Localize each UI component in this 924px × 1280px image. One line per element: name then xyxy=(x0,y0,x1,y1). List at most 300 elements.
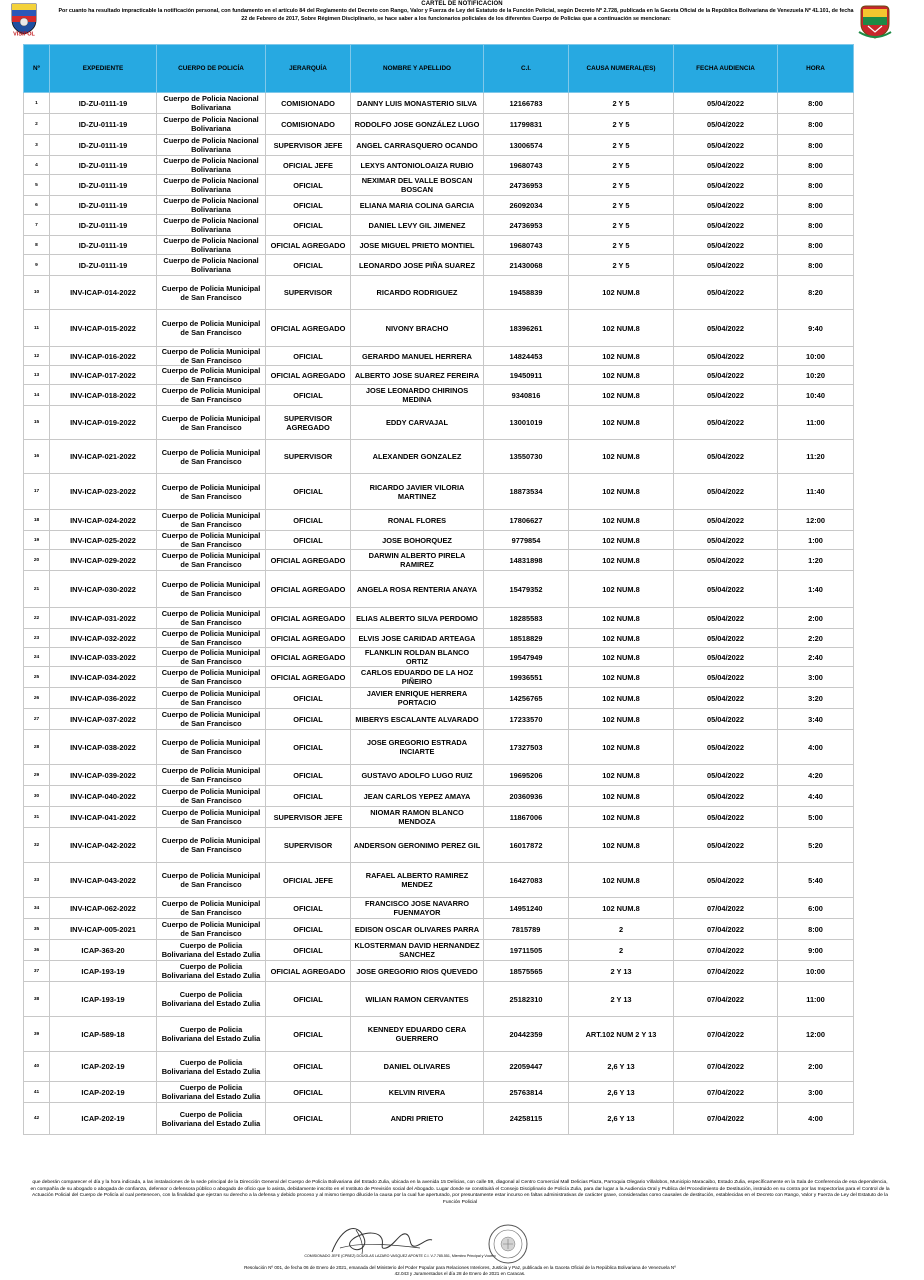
cell-rank: OFICIAL xyxy=(266,1082,351,1103)
cell-cause: 2 Y 13 xyxy=(569,982,674,1017)
cell-hearing-time: 8:00 xyxy=(778,196,854,215)
cell-file-number: INV-ICAP-033-2022 xyxy=(50,648,157,667)
cell-cause: 2 Y 5 xyxy=(569,196,674,215)
cell-hearing-time: 5:00 xyxy=(778,807,854,828)
cell-id-number: 17233570 xyxy=(484,709,569,730)
cell-full-name: LEXYS ANTONIOLOAIZA RUBIO xyxy=(351,156,484,175)
cell-hearing-time: 8:00 xyxy=(778,156,854,175)
cell-hearing-date: 05/04/2022 xyxy=(674,347,778,366)
table-row xyxy=(24,347,854,366)
table-row xyxy=(24,1017,854,1052)
cell-file-number: ICAP-202-19 xyxy=(50,1103,157,1135)
cell-row-number: 35 xyxy=(24,919,50,940)
cell-row-number: 39 xyxy=(24,1017,50,1052)
cell-full-name: NIVONY BRACHO xyxy=(351,310,484,347)
cell-id-number: 17806627 xyxy=(484,510,569,531)
cell-file-number: INV-ICAP-023-2022 xyxy=(50,474,157,510)
cell-police-body: Cuerpo de Policia Municipal de San Francisco xyxy=(157,709,266,730)
cell-cause: 2,6 Y 13 xyxy=(569,1052,674,1082)
cell-rank: OFICIAL xyxy=(266,175,351,196)
cell-hearing-time: 8:00 xyxy=(778,919,854,940)
cell-row-number: 25 xyxy=(24,667,50,688)
cell-full-name: JOSE GREGORIO RIOS QUEVEDO xyxy=(351,961,484,982)
cell-cause: 102 NUM.8 xyxy=(569,571,674,608)
cell-hearing-time: 9:40 xyxy=(778,310,854,347)
cell-id-number: 11867006 xyxy=(484,807,569,828)
cell-full-name: ELIANA MARIA COLINA GARCIA xyxy=(351,196,484,215)
cell-cause: 2,6 Y 13 xyxy=(569,1103,674,1135)
cell-full-name: ELVIS JOSE CARIDAD ARTEAGA xyxy=(351,629,484,648)
cell-rank: OFICIAL xyxy=(266,709,351,730)
cell-cause: 102 NUM.8 xyxy=(569,629,674,648)
cell-hearing-date: 05/04/2022 xyxy=(674,510,778,531)
cell-hearing-date: 05/04/2022 xyxy=(674,175,778,196)
cell-rank: OFICIAL xyxy=(266,786,351,807)
cell-file-number: INV-ICAP-043-2022 xyxy=(50,863,157,898)
table-row xyxy=(24,474,854,510)
visipol-logo-text: VISIPOL xyxy=(13,31,35,36)
column-header-number: Nº xyxy=(24,45,50,93)
cell-cause: 2 Y 5 xyxy=(569,255,674,276)
cell-file-number: INV-ICAP-029-2022 xyxy=(50,550,157,571)
cell-hearing-date: 07/04/2022 xyxy=(674,961,778,982)
cell-police-body: Cuerpo de Policia Nacional Bolivariana xyxy=(157,114,266,135)
cell-id-number: 24736953 xyxy=(484,215,569,236)
cell-hearing-date: 07/04/2022 xyxy=(674,1082,778,1103)
table-row xyxy=(24,215,854,236)
cell-rank: OFICIAL xyxy=(266,510,351,531)
table-row xyxy=(24,688,854,709)
cell-rank: OFICIAL xyxy=(266,940,351,961)
cell-full-name: FRANCISCO JOSE NAVARRO FUENMAYOR xyxy=(351,898,484,919)
cell-id-number: 9340816 xyxy=(484,385,569,406)
cell-hearing-time: 3:40 xyxy=(778,709,854,730)
cell-id-number: 20360936 xyxy=(484,786,569,807)
cell-file-number: INV-ICAP-040-2022 xyxy=(50,786,157,807)
cell-file-number: INV-ICAP-062-2022 xyxy=(50,898,157,919)
column-header-id: C.I. xyxy=(484,45,569,93)
official-seal-icon xyxy=(486,1222,530,1266)
zulia-coat-of-arms-icon xyxy=(858,2,892,40)
hearing-schedule-table xyxy=(23,44,854,1135)
cell-file-number: INV-ICAP-039-2022 xyxy=(50,765,157,786)
cell-hearing-time: 5:20 xyxy=(778,828,854,863)
cell-row-number: 12 xyxy=(24,347,50,366)
cell-id-number: 24736953 xyxy=(484,175,569,196)
table-row xyxy=(24,786,854,807)
cell-row-number: 24 xyxy=(24,648,50,667)
cell-row-number: 18 xyxy=(24,510,50,531)
cell-police-body: Cuerpo de Policia Municipal de San Francisco xyxy=(157,385,266,406)
cell-hearing-date: 05/04/2022 xyxy=(674,786,778,807)
cell-full-name: JOSE LEONARDO CHIRINOS MEDINA xyxy=(351,385,484,406)
cell-full-name: LEONARDO JOSE PIÑA SUAREZ xyxy=(351,255,484,276)
cell-row-number: 10 xyxy=(24,276,50,310)
cell-hearing-time: 8:00 xyxy=(778,236,854,255)
cell-hearing-time: 4:40 xyxy=(778,786,854,807)
cell-cause: 102 NUM.8 xyxy=(569,730,674,765)
cell-row-number: 11 xyxy=(24,310,50,347)
cell-id-number: 13550730 xyxy=(484,440,569,474)
cell-full-name: DANIEL OLIVARES xyxy=(351,1052,484,1082)
cell-file-number: INV-ICAP-017-2022 xyxy=(50,366,157,385)
column-header-cause: CAUSA NUMERAL(ES) xyxy=(569,45,674,93)
table-header-row xyxy=(24,45,854,93)
cell-file-number: INV-ICAP-014-2022 xyxy=(50,276,157,310)
cell-id-number: 19680743 xyxy=(484,156,569,175)
cell-rank: OFICIAL xyxy=(266,215,351,236)
cell-police-body: Cuerpo de Policia Nacional Bolivariana xyxy=(157,156,266,175)
cell-id-number: 7815789 xyxy=(484,919,569,940)
cell-hearing-time: 3:00 xyxy=(778,1082,854,1103)
cell-id-number: 16017872 xyxy=(484,828,569,863)
cell-hearing-date: 07/04/2022 xyxy=(674,1052,778,1082)
cell-hearing-date: 05/04/2022 xyxy=(674,765,778,786)
cell-police-body: Cuerpo de Policia Nacional Bolivariana xyxy=(157,236,266,255)
cell-police-body: Cuerpo de Policia Bolivariana del Estado Zulia xyxy=(157,1017,266,1052)
cell-hearing-time: 8:00 xyxy=(778,114,854,135)
cell-cause: 102 NUM.8 xyxy=(569,898,674,919)
cell-cause: 2 Y 5 xyxy=(569,93,674,114)
cell-file-number: INV-ICAP-032-2022 xyxy=(50,629,157,648)
table-row xyxy=(24,255,854,276)
cell-hearing-time: 12:00 xyxy=(778,1017,854,1052)
cell-cause: 2 xyxy=(569,940,674,961)
cell-file-number: ICAP-193-19 xyxy=(50,961,157,982)
cell-full-name: RAFAEL ALBERTO RAMIREZ MENDEZ xyxy=(351,863,484,898)
cell-rank: OFICIAL AGREGADO xyxy=(266,571,351,608)
cell-full-name: KLOSTERMAN DAVID HERNANDEZ SANCHEZ xyxy=(351,940,484,961)
cell-id-number: 18575565 xyxy=(484,961,569,982)
cell-full-name: ALEXANDER GONZALEZ xyxy=(351,440,484,474)
table-row xyxy=(24,765,854,786)
cell-file-number: INV-ICAP-015-2022 xyxy=(50,310,157,347)
table-row xyxy=(24,1082,854,1103)
cell-rank: OFICIAL xyxy=(266,1017,351,1052)
cell-file-number: INV-ICAP-037-2022 xyxy=(50,709,157,730)
cell-cause: 102 NUM.8 xyxy=(569,688,674,709)
cell-id-number: 21430068 xyxy=(484,255,569,276)
cell-hearing-date: 05/04/2022 xyxy=(674,366,778,385)
table-row xyxy=(24,667,854,688)
cell-hearing-date: 05/04/2022 xyxy=(674,474,778,510)
cell-rank: SUPERVISOR xyxy=(266,276,351,310)
cell-hearing-date: 07/04/2022 xyxy=(674,982,778,1017)
cell-hearing-date: 05/04/2022 xyxy=(674,215,778,236)
cell-police-body: Cuerpo de Policia Municipal de San Francisco xyxy=(157,765,266,786)
cell-police-body: Cuerpo de Policia Municipal de San Francisco xyxy=(157,898,266,919)
cell-hearing-time: 3:00 xyxy=(778,667,854,688)
cell-id-number: 11799831 xyxy=(484,114,569,135)
cell-row-number: 17 xyxy=(24,474,50,510)
cell-hearing-date: 05/04/2022 xyxy=(674,156,778,175)
cell-cause: 102 NUM.8 xyxy=(569,828,674,863)
cell-id-number: 19936551 xyxy=(484,667,569,688)
cell-hearing-date: 07/04/2022 xyxy=(674,898,778,919)
cell-hearing-time: 8:00 xyxy=(778,255,854,276)
cell-police-body: Cuerpo de Policia Municipal de San Francisco xyxy=(157,608,266,629)
column-header-hearing-date: FECHA AUDIENCIA xyxy=(674,45,778,93)
cell-hearing-time: 10:00 xyxy=(778,961,854,982)
cell-row-number: 21 xyxy=(24,571,50,608)
cell-police-body: Cuerpo de Policia Nacional Bolivariana xyxy=(157,93,266,114)
table-row xyxy=(24,440,854,474)
cell-hearing-time: 10:00 xyxy=(778,347,854,366)
cell-file-number: INV-ICAP-036-2022 xyxy=(50,688,157,709)
cell-id-number: 19711505 xyxy=(484,940,569,961)
cell-full-name: RONAL FLORES xyxy=(351,510,484,531)
cell-full-name: NIOMAR RAMON BLANCO MENDOZA xyxy=(351,807,484,828)
table-row xyxy=(24,531,854,550)
cell-id-number: 12166783 xyxy=(484,93,569,114)
cell-id-number: 15479352 xyxy=(484,571,569,608)
cell-file-number: INV-ICAP-034-2022 xyxy=(50,667,157,688)
cell-cause: 102 NUM.8 xyxy=(569,608,674,629)
cell-hearing-date: 05/04/2022 xyxy=(674,531,778,550)
cell-rank: OFICIAL xyxy=(266,688,351,709)
table-row xyxy=(24,648,854,667)
cell-police-body: Cuerpo de Policia Municipal de San Francisco xyxy=(157,571,266,608)
cell-row-number: 7 xyxy=(24,215,50,236)
table-row xyxy=(24,940,854,961)
cell-full-name: ANGELA ROSA RENTERIA ANAYA xyxy=(351,571,484,608)
cell-hearing-date: 07/04/2022 xyxy=(674,1103,778,1135)
cell-cause: 102 NUM.8 xyxy=(569,807,674,828)
cell-rank: OFICIAL AGREGADO xyxy=(266,310,351,347)
cell-cause: 2 xyxy=(569,919,674,940)
cell-hearing-date: 07/04/2022 xyxy=(674,919,778,940)
cell-cause: 102 NUM.8 xyxy=(569,406,674,440)
cell-police-body: Cuerpo de Policia Municipal de San Francisco xyxy=(157,366,266,385)
table-row xyxy=(24,550,854,571)
cell-file-number: ID-ZU-0111-19 xyxy=(50,175,157,196)
cell-police-body: Cuerpo de Policia Nacional Bolivariana xyxy=(157,255,266,276)
cell-full-name: ANDERSON GERONIMO PEREZ GIL xyxy=(351,828,484,863)
cell-police-body: Cuerpo de Policia Municipal de San Francisco xyxy=(157,474,266,510)
cell-file-number: ICAP-363-20 xyxy=(50,940,157,961)
cell-police-body: Cuerpo de Policia Municipal de San Francisco xyxy=(157,828,266,863)
cell-id-number: 24258115 xyxy=(484,1103,569,1135)
cell-hearing-date: 05/04/2022 xyxy=(674,863,778,898)
table-row xyxy=(24,114,854,135)
cell-police-body: Cuerpo de Policia Municipal de San Francisco xyxy=(157,863,266,898)
cell-id-number: 25763814 xyxy=(484,1082,569,1103)
cell-row-number: 8 xyxy=(24,236,50,255)
cell-full-name: DARWIN ALBERTO PIRELA RAMIREZ xyxy=(351,550,484,571)
table-row xyxy=(24,982,854,1017)
cell-file-number: ID-ZU-0111-19 xyxy=(50,236,157,255)
cell-full-name: RODOLFO JOSE GONZÁLEZ LUGO xyxy=(351,114,484,135)
cell-row-number: 26 xyxy=(24,688,50,709)
table-row xyxy=(24,385,854,406)
table-row xyxy=(24,135,854,156)
cell-cause: 102 NUM.8 xyxy=(569,531,674,550)
table-row xyxy=(24,1103,854,1135)
cell-cause: 2 Y 5 xyxy=(569,156,674,175)
cell-hearing-date: 05/04/2022 xyxy=(674,828,778,863)
cell-hearing-date: 05/04/2022 xyxy=(674,135,778,156)
cell-row-number: 38 xyxy=(24,982,50,1017)
cell-id-number: 19695206 xyxy=(484,765,569,786)
cell-row-number: 33 xyxy=(24,863,50,898)
cell-hearing-time: 3:20 xyxy=(778,688,854,709)
cell-hearing-date: 05/04/2022 xyxy=(674,276,778,310)
cell-row-number: 23 xyxy=(24,629,50,648)
table-row xyxy=(24,807,854,828)
cell-hearing-time: 10:20 xyxy=(778,366,854,385)
cell-rank: OFICIAL xyxy=(266,919,351,940)
cell-cause: 102 NUM.8 xyxy=(569,765,674,786)
cell-row-number: 42 xyxy=(24,1103,50,1135)
cell-police-body: Cuerpo de Policia Bolivariana del Estado Zulia xyxy=(157,1052,266,1082)
column-header-police-body: CUERPO DE POLICÍA xyxy=(157,45,266,93)
cell-hearing-time: 9:00 xyxy=(778,940,854,961)
cell-row-number: 1 xyxy=(24,93,50,114)
cell-full-name: DANIEL LEVY GIL JIMENEZ xyxy=(351,215,484,236)
cell-cause: 102 NUM.8 xyxy=(569,347,674,366)
cell-cause: 102 NUM.8 xyxy=(569,709,674,730)
notice-title: CARTEL DE NOTIFICACIÓN xyxy=(421,1,503,7)
cell-file-number: INV-ICAP-038-2022 xyxy=(50,730,157,765)
cell-id-number: 17327503 xyxy=(484,730,569,765)
cell-id-number: 18285583 xyxy=(484,608,569,629)
cell-rank: OFICIAL xyxy=(266,255,351,276)
cell-row-number: 29 xyxy=(24,765,50,786)
cell-cause: 2 Y 5 xyxy=(569,114,674,135)
table-row xyxy=(24,1052,854,1082)
cell-id-number: 19547949 xyxy=(484,648,569,667)
cell-hearing-time: 11:40 xyxy=(778,474,854,510)
cell-row-number: 16 xyxy=(24,440,50,474)
cell-row-number: 2 xyxy=(24,114,50,135)
cell-hearing-date: 05/04/2022 xyxy=(674,114,778,135)
table-row xyxy=(24,863,854,898)
cell-hearing-date: 07/04/2022 xyxy=(674,940,778,961)
cell-cause: 2 Y 5 xyxy=(569,236,674,255)
cell-full-name: DANNY LUIS MONASTERIO SILVA xyxy=(351,93,484,114)
cell-file-number: INV-ICAP-042-2022 xyxy=(50,828,157,863)
cell-row-number: 22 xyxy=(24,608,50,629)
cell-police-body: Cuerpo de Policia Bolivariana del Estado Zulia xyxy=(157,940,266,961)
cell-cause: 2 Y 5 xyxy=(569,175,674,196)
cell-cause: 102 NUM.8 xyxy=(569,667,674,688)
cell-cause: 2 Y 13 xyxy=(569,961,674,982)
cell-full-name: JOSE GREGORIO ESTRADA INCIARTE xyxy=(351,730,484,765)
table-row xyxy=(24,93,854,114)
cell-hearing-date: 05/04/2022 xyxy=(674,667,778,688)
cell-row-number: 15 xyxy=(24,406,50,440)
cell-rank: COMISIONADO xyxy=(266,93,351,114)
cell-row-number: 6 xyxy=(24,196,50,215)
table-row xyxy=(24,406,854,440)
cell-police-body: Cuerpo de Policia Municipal de San Francisco xyxy=(157,807,266,828)
cell-file-number: ID-ZU-0111-19 xyxy=(50,114,157,135)
cell-police-body: Cuerpo de Policia Municipal de San Francisco xyxy=(157,276,266,310)
cell-rank: OFICIAL JEFE xyxy=(266,863,351,898)
cell-hearing-time: 1:40 xyxy=(778,571,854,608)
cell-file-number: ID-ZU-0111-19 xyxy=(50,255,157,276)
table-row xyxy=(24,709,854,730)
cell-row-number: 5 xyxy=(24,175,50,196)
cell-hearing-date: 05/04/2022 xyxy=(674,196,778,215)
cell-file-number: INV-ICAP-016-2022 xyxy=(50,347,157,366)
cell-id-number: 26092034 xyxy=(484,196,569,215)
cell-hearing-time: 8:00 xyxy=(778,175,854,196)
cell-id-number: 22059447 xyxy=(484,1052,569,1082)
table-row xyxy=(24,608,854,629)
cell-row-number: 32 xyxy=(24,828,50,863)
cell-rank: OFICIAL xyxy=(266,982,351,1017)
cell-full-name: GERARDO MANUEL HERRERA xyxy=(351,347,484,366)
table-row xyxy=(24,236,854,255)
cell-police-body: Cuerpo de Policia Municipal de San Francisco xyxy=(157,648,266,667)
cell-rank: OFICIAL xyxy=(266,1103,351,1135)
cell-police-body: Cuerpo de Policia Municipal de San Francisco xyxy=(157,550,266,571)
cell-file-number: ICAP-202-19 xyxy=(50,1082,157,1103)
cell-file-number: INV-ICAP-019-2022 xyxy=(50,406,157,440)
cell-rank: OFICIAL xyxy=(266,765,351,786)
cell-hearing-date: 05/04/2022 xyxy=(674,629,778,648)
cell-file-number: INV-ICAP-025-2022 xyxy=(50,531,157,550)
cell-full-name: JAVIER ENRIQUE HERRERA PORTACIO xyxy=(351,688,484,709)
cell-rank: OFICIAL xyxy=(266,1052,351,1082)
cell-file-number: ICAP-202-19 xyxy=(50,1052,157,1082)
cell-hearing-time: 2:00 xyxy=(778,608,854,629)
cell-cause: 102 NUM.8 xyxy=(569,385,674,406)
cell-file-number: INV-ICAP-030-2022 xyxy=(50,571,157,608)
column-header-time: HORA xyxy=(778,45,854,93)
cell-row-number: 13 xyxy=(24,366,50,385)
cell-police-body: Cuerpo de Policia Municipal de San Francisco xyxy=(157,531,266,550)
cell-row-number: 28 xyxy=(24,730,50,765)
cell-hearing-date: 05/04/2022 xyxy=(674,571,778,608)
cell-row-number: 3 xyxy=(24,135,50,156)
cell-rank: OFICIAL xyxy=(266,196,351,215)
cell-cause: 102 NUM.8 xyxy=(569,366,674,385)
cell-full-name: ELIAS ALBERTO SILVA PERDOMO xyxy=(351,608,484,629)
visipol-logo-icon xyxy=(6,2,42,36)
cell-hearing-date: 05/04/2022 xyxy=(674,688,778,709)
cell-rank: COMISIONADO xyxy=(266,114,351,135)
cell-hearing-date: 05/04/2022 xyxy=(674,236,778,255)
cell-id-number: 16427083 xyxy=(484,863,569,898)
table-row xyxy=(24,156,854,175)
cell-police-body: Cuerpo de Policia Municipal de San Francisco xyxy=(157,629,266,648)
cell-rank: SUPERVISOR JEFE xyxy=(266,135,351,156)
cell-file-number: INV-ICAP-005-2021 xyxy=(50,919,157,940)
cell-hearing-date: 07/04/2022 xyxy=(674,1017,778,1052)
cell-hearing-time: 12:00 xyxy=(778,510,854,531)
cell-police-body: Cuerpo de Policia Municipal de San Francisco xyxy=(157,440,266,474)
cell-hearing-time: 11:00 xyxy=(778,982,854,1017)
cell-full-name: JOSE MIGUEL PRIETO MONTIEL xyxy=(351,236,484,255)
cell-full-name: EDISON OSCAR OLIVARES PARRA xyxy=(351,919,484,940)
cell-row-number: 9 xyxy=(24,255,50,276)
column-header-file: EXPEDIENTE xyxy=(50,45,157,93)
cell-police-body: Cuerpo de Policia Municipal de San Francisco xyxy=(157,667,266,688)
cell-cause: 102 NUM.8 xyxy=(569,510,674,531)
cell-rank: OFICIAL xyxy=(266,347,351,366)
cell-file-number: ID-ZU-0111-19 xyxy=(50,156,157,175)
table-row xyxy=(24,730,854,765)
cell-police-body: Cuerpo de Policia Municipal de San Francisco xyxy=(157,688,266,709)
cell-full-name: KENNEDY EDUARDO CERA GUERRERO xyxy=(351,1017,484,1052)
cell-id-number: 13006574 xyxy=(484,135,569,156)
cell-full-name: RICARDO RODRIGUEZ xyxy=(351,276,484,310)
cell-file-number: ID-ZU-0111-19 xyxy=(50,135,157,156)
cell-rank: SUPERVISOR AGREGADO xyxy=(266,406,351,440)
cell-hearing-time: 5:40 xyxy=(778,863,854,898)
